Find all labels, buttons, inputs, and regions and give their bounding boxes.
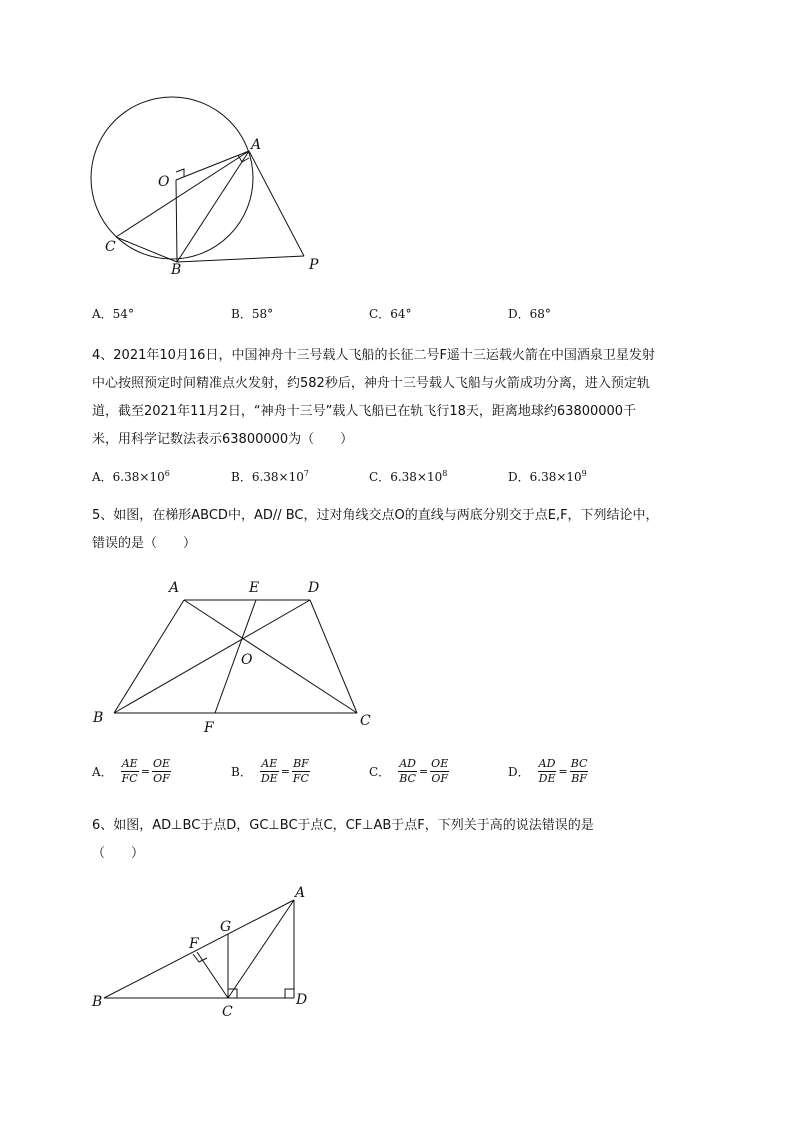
label-o: O <box>158 174 170 190</box>
line-cb <box>116 237 177 262</box>
side-ab <box>114 600 184 713</box>
q4-option-d: D．$6.38\times 10^9$ <box>508 469 587 484</box>
q4-line: 道，截至2021年11月2日，“神舟十三号”载人飞船已在轨飞行18天，距离地球约63800000千 <box>92 404 637 419</box>
q5-option-c: C． $\frac{AD}{BC}$ = $\frac{OE}{OF}$ <box>369 757 449 785</box>
q3-option-b: B．58° <box>231 307 274 321</box>
q4-option-a: A．$6.38\times 10^6$ <box>92 469 170 484</box>
q6-triangle-figure <box>88 880 318 1020</box>
line-ac <box>116 151 249 237</box>
label-e: E <box>249 580 260 596</box>
label-b: B <box>92 994 103 1010</box>
right-angle-mark-f <box>193 954 207 962</box>
line-ap <box>249 151 304 256</box>
label-a: A <box>295 885 306 901</box>
label-c: C <box>360 713 371 729</box>
q5-option-d: D． $\frac{AD}{DE}$ = $\frac{BC}{BF}$ <box>508 757 588 785</box>
line-ba <box>104 900 294 998</box>
q5-line: 5、如图，在梯形ABCD中，AD// BC，过对角线交点O的直线与两底分别交于点E,F，下列结论中， <box>92 508 659 523</box>
diagonal-bd <box>114 600 310 713</box>
label-d: D <box>308 580 320 596</box>
label-o: O <box>241 652 253 668</box>
q3-option-d: D．68° <box>508 307 551 321</box>
label-g: G <box>220 919 232 935</box>
label-a: A <box>251 137 262 153</box>
q5-stem <box>92 502 732 558</box>
q4-line: 米，用科学记数法表示63800000为（ ） <box>92 432 354 447</box>
label-a: A <box>169 580 180 596</box>
label-b: B <box>171 262 182 278</box>
right-angle-mark-o <box>176 169 184 177</box>
q4-line: 4、2021年10月16日，中国神舟十三号载人飞船的长征二号F遥十三运载火箭在中国酒泉卫星发射 <box>92 348 655 363</box>
label-b: B <box>93 710 104 726</box>
line-ab <box>177 151 249 262</box>
q4-option-c: C．$6.38\times 10^8$ <box>369 469 448 484</box>
label-f: F <box>189 936 199 952</box>
q6-stem <box>92 812 732 868</box>
line-bp <box>177 256 304 262</box>
line-ca <box>228 900 294 998</box>
q3-option-a: A．54° <box>92 307 134 321</box>
label-c: C <box>222 1004 233 1020</box>
label-c: C <box>105 239 116 255</box>
diagonal-ac <box>184 600 357 713</box>
q5-option-a: A． $\frac{AE}{FC}$ = $\frac{OE}{OF}$ <box>92 757 171 785</box>
q6-line: （ ） <box>92 846 145 861</box>
q3-circle-figure <box>85 95 345 285</box>
right-angle-mark-d <box>285 989 294 998</box>
label-f: F <box>204 720 214 736</box>
q6-line: 6、如图，AD⊥BC于点D，GC⊥BC于点C，CF⊥AB于点F，下列关于高的说法错误的是 <box>92 818 594 833</box>
q5-trapezoid-figure <box>88 572 388 742</box>
q3-option-c: C．64° <box>369 307 412 321</box>
label-p: P <box>309 257 319 273</box>
q4-option-b: B．$6.38\times 10^7$ <box>231 469 309 484</box>
right-angle-mark-a <box>238 155 249 162</box>
q4-stem <box>92 342 732 454</box>
label-d: D <box>296 992 308 1008</box>
q4-line: 中心按照预定时间精准点火发射，约582秒后，神舟十三号载人飞船与火箭成功分离，进入预定轨 <box>92 376 650 391</box>
line-cf <box>197 952 228 998</box>
q5-option-b: B． $\frac{AE}{DE}$ = $\frac{BF}{FC}$ <box>231 757 309 785</box>
line-ob <box>176 180 177 262</box>
side-dc <box>310 600 357 713</box>
circle-o <box>91 97 253 259</box>
q5-line: 错误的是（ ） <box>92 536 197 551</box>
